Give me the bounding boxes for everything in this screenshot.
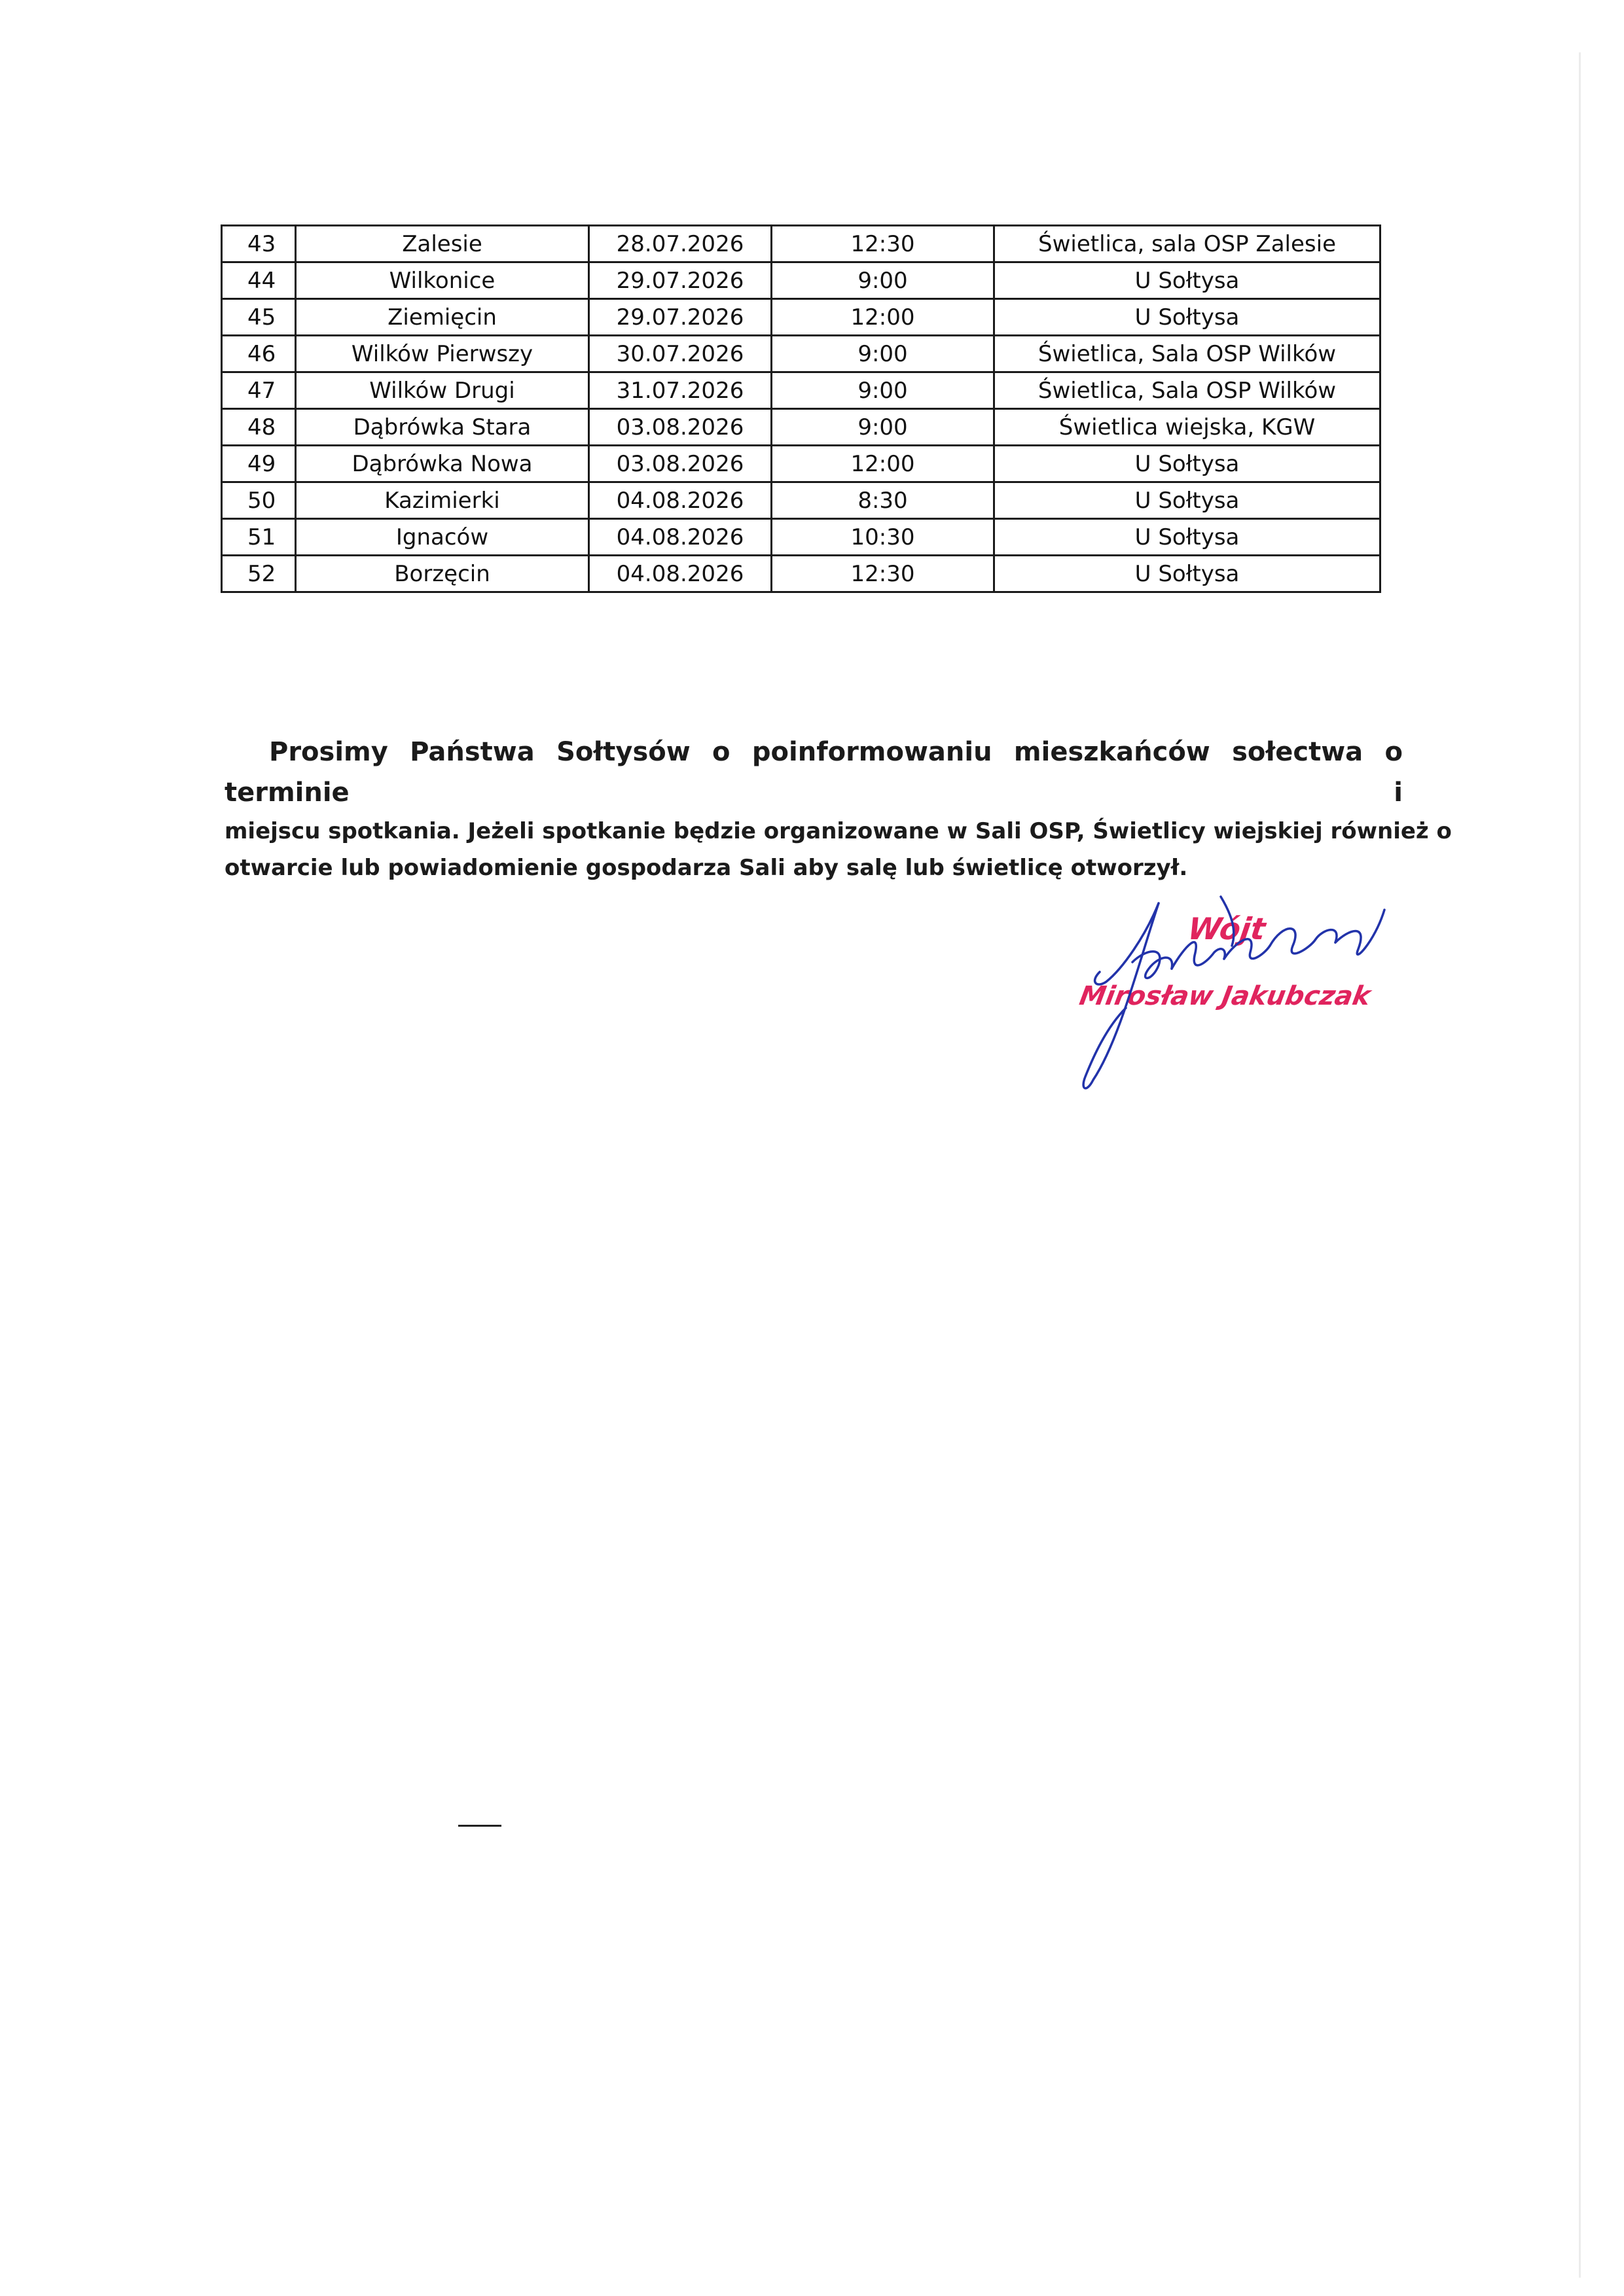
row-number: 50 [222,482,296,519]
signature-stamp [1060,884,1401,1100]
meeting-place: U Sołtysa [994,519,1380,556]
row-number: 47 [222,372,296,409]
row-number: 46 [222,336,296,372]
row-number: 45 [222,299,296,336]
meeting-time: 10:30 [772,519,994,556]
village-name: Wilków Pierwszy [296,336,589,372]
notice-line-3: otwarcie lub powiadomienie gospodarza Sali aby salę lub świetlicę otworzył. [225,855,1188,881]
table-row [222,299,1380,336]
village-name: Dąbrówka Nowa [296,446,589,482]
meeting-date: 29.07.2026 [589,262,772,299]
table-row [222,336,1380,372]
village-name: Wilkonice [296,262,589,299]
row-number: 49 [222,446,296,482]
stamp-name: Mirosław Jakubczak [1077,980,1373,1011]
notice-line-1: Prosimy Państwa Sołtysów o poinformowaniu mieszkańców sołectwa o terminie i [225,737,1403,808]
table-row [222,519,1380,556]
table-row [222,482,1380,519]
meeting-time: 12:30 [772,226,994,262]
meeting-date: 30.07.2026 [589,336,772,372]
table-row [222,446,1380,482]
row-number: 44 [222,262,296,299]
table-row [222,226,1380,262]
village-name: Kazimierki [296,482,589,519]
village-name: Borzęcin [296,556,589,592]
meeting-time: 9:00 [772,262,994,299]
table-row [222,556,1380,592]
village-name: Ignaców [296,519,589,556]
meeting-place: Świetlica wiejska, KGW [994,409,1380,446]
table-row [222,262,1380,299]
stamp-title: Wójt [1185,911,1268,946]
scan-edge-shadow [1579,52,1581,2278]
row-number: 43 [222,226,296,262]
meeting-place: U Sołtysa [994,482,1380,519]
meeting-time: 12:00 [772,446,994,482]
row-number: 52 [222,556,296,592]
meeting-date: 04.08.2026 [589,482,772,519]
meeting-date: 03.08.2026 [589,409,772,446]
meeting-date: 31.07.2026 [589,372,772,409]
table-row [222,409,1380,446]
meeting-time: 12:30 [772,556,994,592]
meeting-place: Świetlica, Sala OSP Wilków [994,336,1380,372]
meeting-date: 28.07.2026 [589,226,772,262]
meeting-time: 12:00 [772,299,994,336]
meeting-time: 8:30 [772,482,994,519]
meeting-place: Świetlica, Sala OSP Wilków [994,372,1380,409]
village-name: Ziemięcin [296,299,589,336]
notice-line-2: miejscu spotkania. Jeżeli spotkanie będzie organizowane w Sali OSP, Świetlicy wiejskiej również o [225,818,1452,844]
schedule-body [222,226,1380,592]
meeting-date: 04.08.2026 [589,556,772,592]
meeting-place: Świetlica, sala OSP Zalesie [994,226,1380,262]
notice-paragraph [225,732,1452,886]
meeting-place: U Sołtysa [994,556,1380,592]
row-number: 48 [222,409,296,446]
stamp-text [1077,911,1375,1011]
stray-mark [458,1825,501,1827]
meeting-date: 03.08.2026 [589,446,772,482]
village-name: Wilków Drugi [296,372,589,409]
meeting-place: U Sołtysa [994,446,1380,482]
meeting-schedule-table [221,224,1381,593]
village-name: Dąbrówka Stara [296,409,589,446]
village-name: Zalesie [296,226,589,262]
meeting-place: U Sołtysa [994,262,1380,299]
meeting-time: 9:00 [772,409,994,446]
meeting-time: 9:00 [772,372,994,409]
row-number: 51 [222,519,296,556]
meeting-date: 29.07.2026 [589,299,772,336]
meeting-time: 9:00 [772,336,994,372]
meeting-date: 04.08.2026 [589,519,772,556]
table-row [222,372,1380,409]
meeting-place: U Sołtysa [994,299,1380,336]
